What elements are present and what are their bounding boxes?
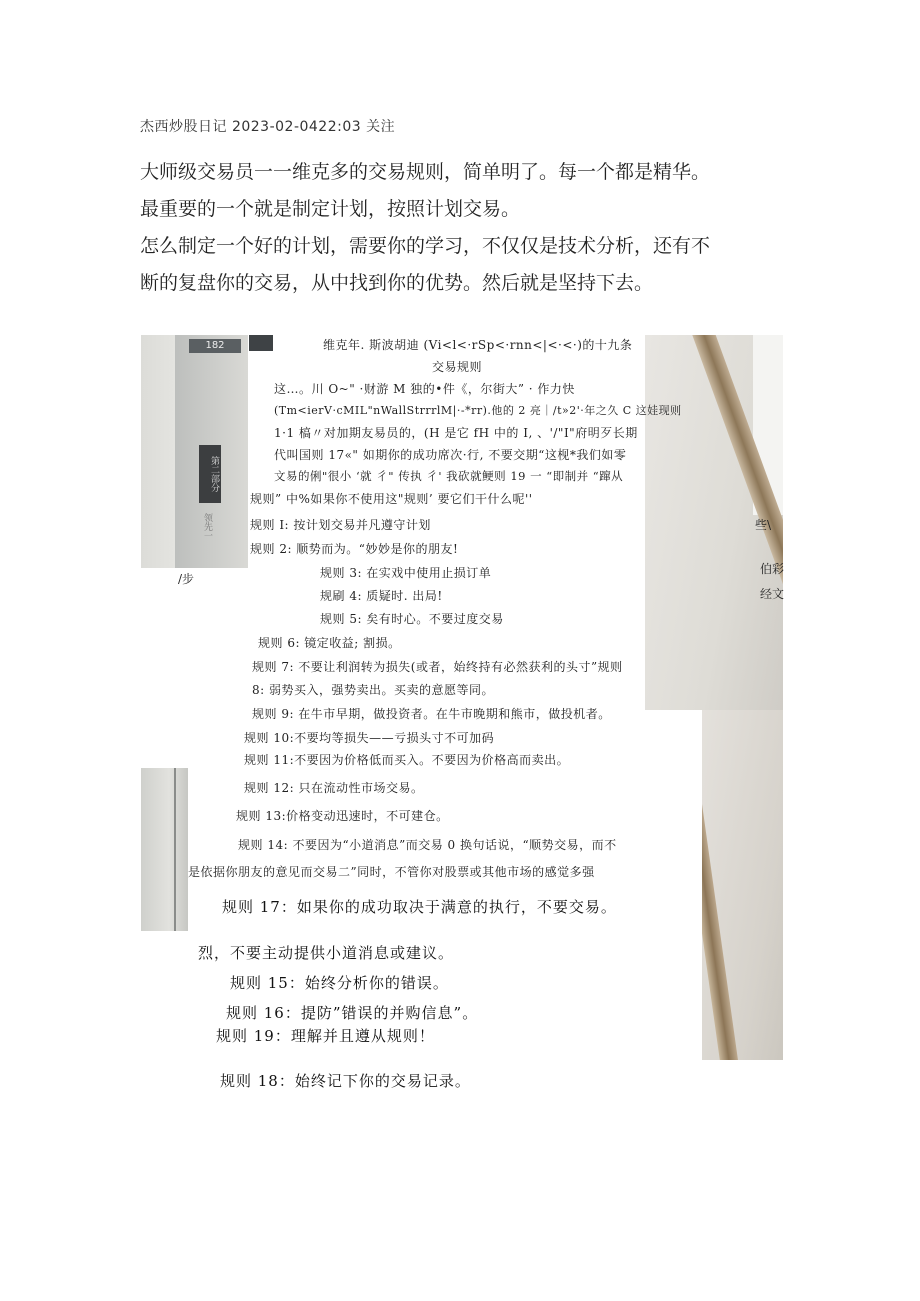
scan-paragraph-line: 1·1 槁〃对加期友易员的，(H 是它 fH 中的 I, 、'/"I"府明歹长期 [274, 426, 638, 440]
rule-18: 规则 18：始终记下你的交易记录。 [220, 1072, 471, 1090]
page-curve [702, 710, 740, 1060]
rule-6: 规则 6: 镜定收益; 割损。 [258, 636, 401, 650]
rule-16: 规则 16：提防”错误的并购信息”。 [226, 1004, 479, 1022]
rule-5: 规则 5: 矣有时心。不要过度交易 [320, 612, 504, 626]
photo-fragment-text: 些\ [755, 518, 772, 532]
spine-mark: 领先一 [202, 513, 212, 540]
scan-paragraph-line: 文易的俐"很小 ‘就 彳" 传执 彳' 我砍就鲠则 19 一 “即制并 “蹿从 [274, 469, 624, 483]
photo-fragment-text: /步 [178, 572, 195, 586]
intro-line: 大师级交易员一一维克多的交易规则，简单明了。每一个都是精华。 [140, 161, 711, 183]
rule-14-end: 烈，不要主动提供小道消息或建议。 [198, 944, 455, 962]
scan-paragraph-line: 规则” 中%如果你不使用这"规则’ 要它们干什么呢'' [250, 492, 533, 506]
rule-13: 规则 13:价格变动迅速时，不可建仓。 [236, 809, 449, 823]
rule-11: 规则 11:不要因为价格低而买入。不要因为价格高而卖出。 [244, 753, 570, 767]
scan-subtitle: 交易规则 [432, 360, 483, 374]
rule-8: 8: 弱势买入，强势卖出。买卖的意愿等同。 [252, 683, 494, 697]
edge-line [174, 768, 176, 931]
rule-10: 规则 10:不要均等损失——亏损头寸不可加码 [244, 731, 495, 745]
rule-14: 规则 14: 不要因为“小道消息”而交易 0 换句话说，“顺势交易，而不 [238, 838, 617, 852]
post-meta: 杰西炒股日记 2023-02-0422:03 关注 [140, 119, 396, 135]
photo-strip [249, 335, 273, 351]
rule-14-cont: 是依据你朋友的意见而交易二”同时，不管你对股票或其他市场的感觉多强 [188, 865, 595, 879]
photo-fragment-text: 伯彩 [760, 562, 785, 576]
scan-title: 维克年. 斯波胡迪 (Vi<l<·rSp<·rnn<|<·<·)的十九条 [323, 338, 633, 352]
rule-4: 规刷 4: 质疑时. 出局! [320, 589, 443, 603]
intro-line: 最重要的一个就是制定计划，按照计划交易。 [140, 198, 521, 220]
rule-9: 规则 9: 在牛市早期，做投资者。在牛市晚期和熊市，做投机者。 [252, 707, 611, 721]
scan-paragraph-line: (Tm<ierV·cMIL"nWallStrrrlM|·-*rr).他的 2 亮｜/t»2'·年之久 C 这娃现则 [274, 404, 682, 417]
rule-2: 规则 2: 顺势而为。“妙妙是你的朋友! [250, 542, 459, 556]
intro-text [140, 154, 780, 302]
intro-line: 怎么制定一个好的计划，需要你的学习，不仅仅是技术分析，还有不 [140, 235, 711, 257]
scan-paragraph-line: 这…。川 O~" ·财游 M 独的•件《，尔街大” · 作力快 [274, 382, 575, 396]
rule-1: 规则 I: 按计划交易并凡遵守计划 [250, 518, 431, 532]
rule-17: 规则 17：如果你的成功取决于满意的执行，不要交易。 [222, 898, 617, 916]
rule-12: 规则 12: 只在流动性市场交易。 [244, 781, 424, 795]
page-number: 182 [189, 339, 241, 353]
book-edge-photo [141, 768, 188, 931]
intro-line: 断的复盘你的交易，从中找到你的优势。然后就是坚持下去。 [140, 272, 654, 294]
scan-paragraph-line: 代叫国则 17«" 如期你的成功席次·行, 不要交期“这枧*我们如零 [274, 448, 627, 462]
rule-19: 规则 19：理解并且遵从规则！ [216, 1027, 435, 1045]
rule-7: 规则 7: 不要让利润转为损失(或者，始终持有必然获利的头寸”规则 [252, 660, 623, 674]
rule-3: 规则 3: 在实戏中使用止损订单 [320, 566, 492, 580]
book-spine-photo [141, 335, 248, 568]
section-band: 第二部分 [199, 445, 221, 503]
photo-fragment-text: 经文 [760, 587, 785, 601]
rule-15: 规则 15：始终分析你的错误。 [230, 974, 449, 992]
book-curve-photo-lower [702, 710, 783, 1060]
